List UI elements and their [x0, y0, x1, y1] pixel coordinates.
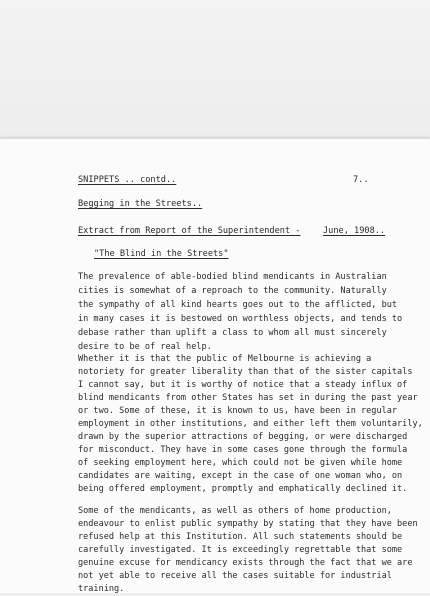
text-line: genuine excuse for mendicancy exists through the fact that we are [78, 558, 413, 568]
page-number: 7.. [353, 175, 369, 185]
text-line: carefully investigated. It is exceedingly regrettable that some [78, 545, 403, 555]
snippets-heading: SNIPPETS .. contd.. [78, 175, 177, 185]
text-line: desire to be of real help. [78, 342, 212, 352]
text-line: Some of the mendicants, as well as others of home production, [78, 506, 392, 516]
text-line: candidates are waiting, except in the case of one woman who, on [78, 471, 403, 481]
extract-source: Extract from Report of the Superintendent - [78, 226, 301, 236]
text-line: for misconduct. They have in some cases gone through the formula [78, 445, 408, 455]
text-line: drawn by the superior attractions of begging, or were discharged [78, 432, 408, 442]
report-date: June, 1908.. [323, 226, 386, 236]
text-line: The prevalence of able-bodied blind mendicants in Australian [78, 272, 387, 282]
text-line: cities is somewhat of a reproach to the community. Naturally [78, 286, 387, 296]
text-line: I cannot say, but it is worthy of notice that a steady influx of [78, 380, 408, 390]
text-line: being offered employment, promptly and emphatically declined it. [78, 484, 408, 494]
text-line: training. [78, 584, 125, 594]
article-heading: "The Blind in the Streets" [94, 249, 229, 259]
text-line: notoriety for greater liberality than that of the sister capitals [78, 367, 413, 377]
text-line: the sympathy of all kind hearts goes out to the afflicted, but [78, 300, 398, 310]
text-line: blind mendicants from other States has set in during the past year [78, 393, 418, 403]
scan-background [0, 0, 430, 140]
text-line: debase rather than uplift a class to whom all must sincerely [78, 328, 387, 338]
text-line: refused help at this Institution. All such statements should be [78, 532, 403, 542]
text-line: not yet able to receive all the cases suitable for industrial [78, 571, 392, 581]
text-line: of seeking employment here, which could not be given while home [78, 458, 403, 468]
text-line: in many cases it is bestowed on worthless objects, and tends to [78, 314, 403, 324]
text-line: or two. Some of these, it is known to us, have been in regular [78, 406, 398, 416]
text-line: endeavour to enlist public sympathy by stating that they have been [78, 519, 418, 529]
text-line: employment in other institutions, and either left them voluntarily, [78, 419, 423, 429]
text-line: Whether it is that the public of Melbourne is achieving a [78, 354, 372, 364]
section-title: Begging in the Streets.. [78, 199, 203, 209]
